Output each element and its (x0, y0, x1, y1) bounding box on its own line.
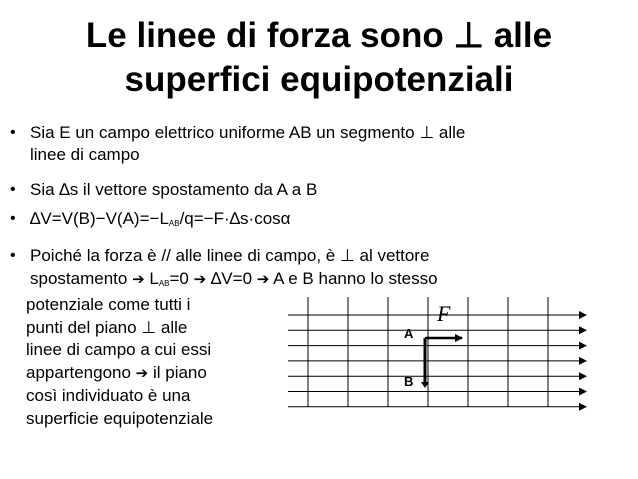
continuation-text-2b: alle (156, 317, 188, 337)
continuation-line-2 (26, 317, 213, 340)
continuation-text (26, 294, 213, 430)
title-line-2: superfici equipotenziali (124, 60, 514, 99)
bullet-marker: • (10, 247, 16, 264)
bullet-marker: • (10, 124, 16, 141)
continuation-line-5: così individuato è una (26, 386, 191, 405)
bullet-4-text-b: al vettore (354, 246, 430, 265)
bullet-marker: • (10, 181, 16, 198)
perpendicular-symbol: ⊥ (419, 123, 435, 142)
formula-part-a: ∆V=V(B)−V(A)=−L (30, 209, 169, 228)
bullet-4-text-c3: =0 (169, 269, 194, 288)
formula-subscript: AB (158, 279, 170, 288)
continuation-text-4b: il piano (148, 362, 207, 382)
right-arrow-icon: ➔ (135, 364, 149, 382)
bullet-4-text-c1: spostamento (30, 269, 133, 288)
bullet-3-formula (30, 208, 291, 235)
force-label: F (437, 301, 451, 326)
title-line-1 (0, 14, 638, 58)
bullet-1-text-a: Sia E un campo elettrico uniforme AB un segmento (30, 123, 420, 142)
point-b-label: B (404, 374, 414, 389)
continuation-text-4a: appartengono (26, 362, 136, 382)
bullet-1-line-2: linee di campo (30, 145, 140, 164)
bullet-4-text-a: Poiché la forza è // alle linee di campo, è (30, 246, 340, 265)
equipotential-grid-lines (308, 297, 548, 407)
title-text-1b: alle (483, 16, 553, 55)
formula-subscript: AB (168, 219, 180, 228)
continuation-line-4 (26, 362, 213, 386)
continuation-line-3: linee di campo a cui essi (26, 340, 212, 359)
title-text-1a: Le linee di forza sono (85, 16, 454, 55)
bullet-2-text: Sia ∆s il vettore spostamento da A a B (30, 180, 318, 199)
continuation-text-2a: punti del piano (26, 317, 142, 337)
field-lines (288, 315, 586, 407)
continuation-line-6: superficie equipotenziale (26, 408, 214, 428)
perpendicular-symbol: ⊥ (453, 16, 484, 55)
bullet-4-text-c5: A e B hanno lo stesso (269, 269, 438, 288)
perpendicular-symbol: ⊥ (141, 317, 157, 337)
perpendicular-symbol: ⊥ (339, 246, 355, 265)
right-arrow-icon: ➔ (193, 271, 207, 288)
formula-part-b: /q=−F·∆s·cosα (179, 209, 291, 228)
slide-title (0, 14, 638, 102)
point-a-label: A (404, 326, 414, 341)
continuation-line-1: potenziale come tutti i (26, 295, 191, 314)
bullet-4-line-2 (30, 268, 438, 295)
bullet-4-text-c2: L (144, 269, 159, 288)
bullet-marker: • (10, 210, 16, 227)
bullet-1-text-b: alle (434, 123, 466, 142)
bullet-1-line-1 (30, 122, 465, 144)
right-arrow-icon: ➔ (132, 271, 145, 288)
bullet-4-text-c4: ∆V=0 (206, 269, 257, 288)
right-arrow-icon: ➔ (256, 271, 270, 288)
bullet-4-line-1 (30, 245, 429, 267)
